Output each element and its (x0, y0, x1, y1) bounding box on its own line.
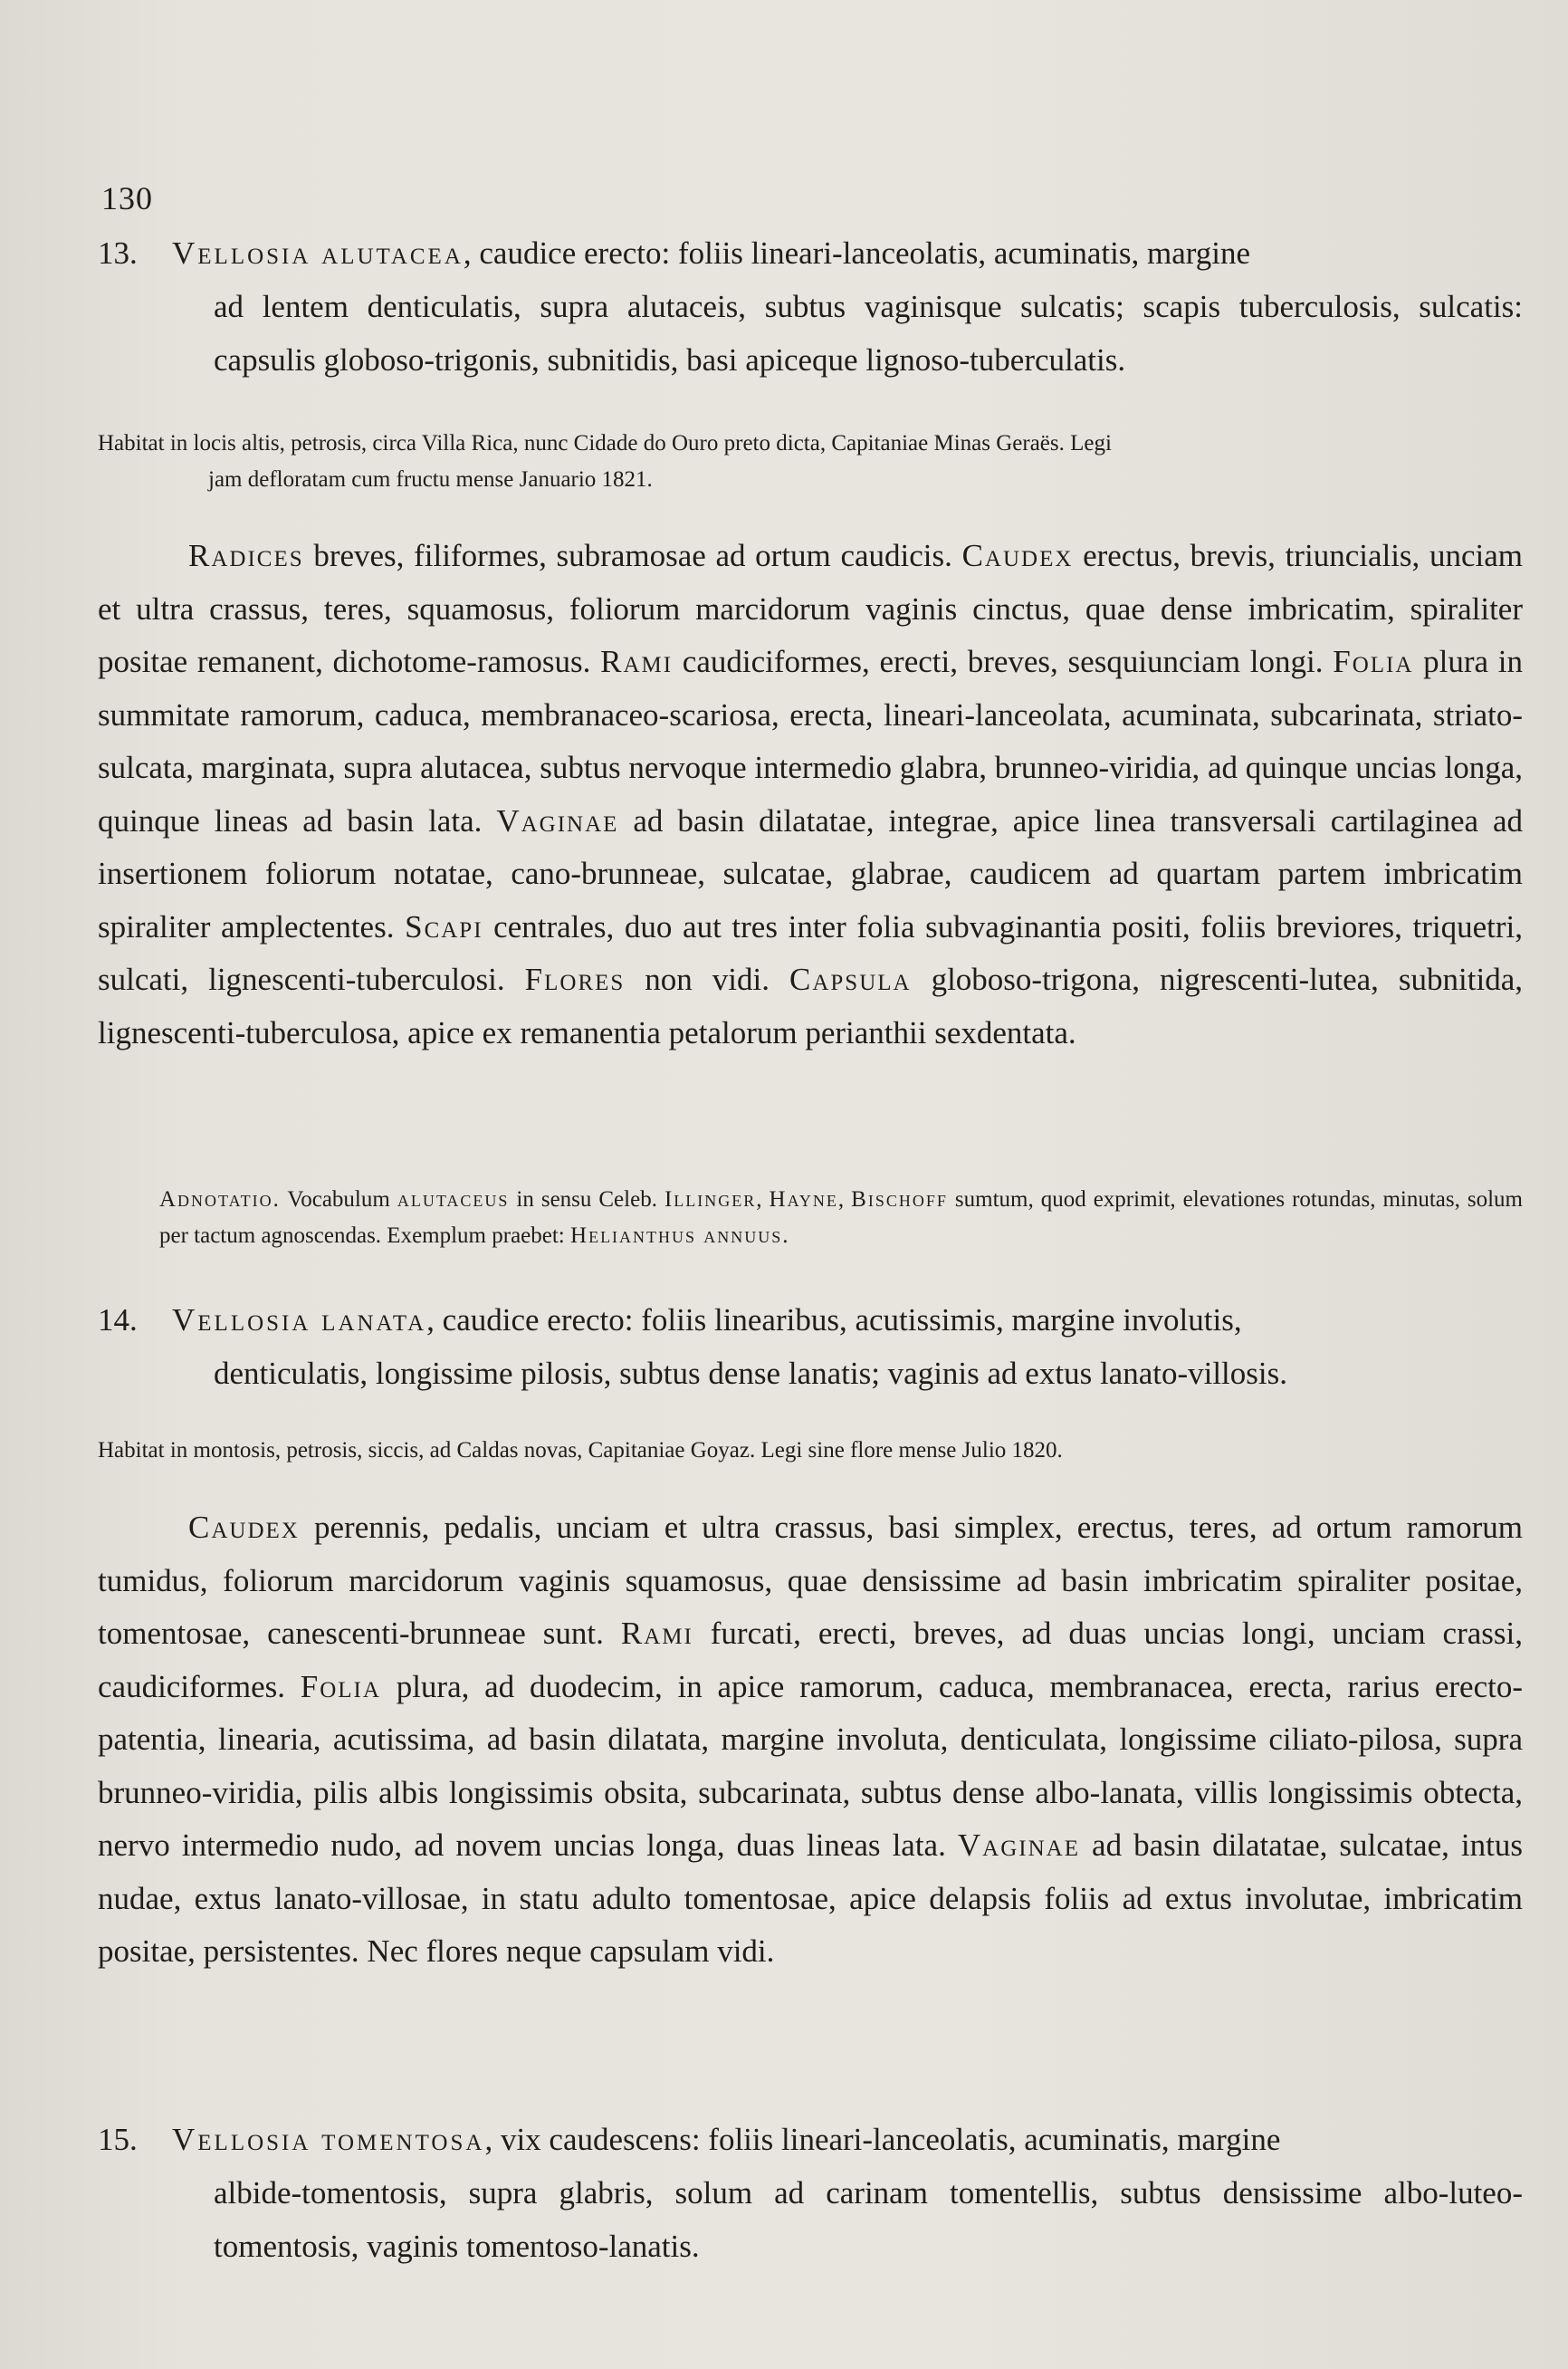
label-radices: Radices (188, 538, 304, 573)
habitat-13-line2: jam defloratam cum fructu mense Januario 1821. (208, 467, 653, 492)
species-14-number: 14. (98, 1302, 138, 1338)
label-rami: Rami (600, 644, 674, 679)
label-caudex: Caudex (961, 538, 1074, 573)
species-15-number: 15. (98, 2122, 138, 2157)
text-flores: non vidi. (625, 962, 789, 997)
label-folia-14: Folia (300, 1668, 381, 1704)
habitat-13-line1: Habitat in locis altis, petrosis, circa Villa Rica, nunc Cidade do Ouro preto dicta, Capitaniae Minas Geraës. Legi (98, 431, 1112, 456)
habitat-13 (98, 426, 1523, 498)
species-14-line1: , caudice erecto: foliis linearibus, acutissimis, margine involutis, (426, 1302, 1242, 1338)
description-13 (98, 530, 1523, 1060)
label-flores: Flores (524, 962, 626, 997)
text-vaginae: ad basin dilatatae, integrae, apice linea transversali cartilaginea ad insertionem foliorum notatae, cano-brunneae, sulcatae, glabrae, caudicem ad quartam partem imbricatim spiraliter amplectentes. (98, 802, 1523, 945)
adnotatio-helianthus: Helianthus annuus. (570, 1223, 790, 1248)
adnotatio (159, 1182, 1523, 1254)
adnotatio-bischoff: Bischoff (851, 1187, 948, 1212)
adnotatio-text1: Vocabulum (280, 1187, 397, 1212)
label-capsula: Capsula (789, 962, 912, 997)
adnotatio-label: Adnotatio. (159, 1187, 281, 1212)
species-15-name: Vellosia tomentosa (172, 2122, 485, 2157)
species-13-number: 13. (98, 235, 138, 271)
text-rami-14: furcati, erecti, breves, ad duas uncias longi, unciam crassi, caudiciformes. (98, 1616, 1523, 1704)
species-15-diagnosis (98, 2113, 1523, 2273)
label-caudex-14: Caudex (188, 1510, 300, 1545)
habitat-14 (98, 1433, 1523, 1469)
species-13-name: Vellosia alutacea (172, 235, 464, 271)
species-13-line1: , caudice erecto: foliis lineari-lanceolatis, acuminatis, margine (463, 235, 1251, 271)
adnotatio-hayne: Hayne (769, 1187, 838, 1212)
text-scapi: centrales, duo aut tres inter folia subvaginantia positi, foliis breviores, triquetri, sulcati, lignescenti-tuberculosi. (98, 908, 1523, 997)
adnotatio-alutaceus: alutaceus (397, 1187, 510, 1212)
text-folia: plura in summitate ramorum, caduca, membranaceo-scariosa, erecta, lineari-lanceolata, acuminata, subcarinata, striato-sulcata, marginata, supra alutacea, subtus nervoque intermedio glabra, brunneo-viridia, ad quinque uncias longa, quinque lineas ad basin lata. (98, 644, 1524, 839)
text-caudex-14: perennis, pedalis, unciam et ultra crassus, basi simplex, erectus, teres, ad ortum ramorum tumidus, foliorum marcidorum vaginis squamosus, quae densissime ad basin imbricatim spiraliter positae, tomentosae, canescenti-brunneae sunt. (98, 1510, 1523, 1651)
label-rami-14: Rami (620, 1616, 693, 1651)
species-15-line1: , vix caudescens: foliis lineari-lanceolatis, acuminatis, margine (484, 2122, 1281, 2157)
page-number: 130 (101, 180, 153, 216)
habitat-14-line1: Habitat in montosis, petrosis, siccis, ad Caldas novas, Capitaniae Goyaz. Legi sine flore mense Julio 1820. (98, 1438, 1063, 1463)
species-14-rest: denticulatis, longissime pilosis, subtus dense lanatis; vaginis ad extus lanato-villosis. (214, 1356, 1288, 1391)
adnotatio-illinger: Illinger (664, 1187, 757, 1212)
text-vaginae-14: ad basin dilatatae, sulcatae, intus nudae, extus lanato-villosae, in statu adulto tomentosae, apice delapsis foliis ad extus involutae, imbricatim positae, persistentes. Nec flores neque capsulam vidi. (98, 1827, 1523, 1969)
adnotatio-comma1: , (756, 1187, 770, 1212)
species-13-rest: ad lentem denticulatis, supra alutaceis, subtus vaginisque sulcatis; scapis tuberculosis, sulcatis: capsulis globoso-trigonis, subnitidis, basi apiceque lignoso-tuberculatis. (214, 289, 1523, 378)
text-rami: caudiciformes, erecti, breves, sesquiunciam longi. (673, 644, 1334, 679)
adnotatio-comma2: , (837, 1187, 852, 1212)
label-vaginae: Vaginae (496, 802, 619, 839)
species-14-name: Vellosia lanata (172, 1302, 427, 1338)
text-caudex: erectus, brevis, triuncialis, unciam et ultra crassus, teres, squamosus, foliorum marcidorum vaginis cinctus, quae dense imbricatim, spiraliter positae remanent, dichotome-ramosus. (98, 538, 1523, 679)
species-15-rest: albide-tomentosis, supra glabris, solum ad carinam tomentellis, subtus densissime albo-luteo-tomentosis, vaginis tomentoso-lanatis. (214, 2175, 1523, 2264)
description-14 (98, 1501, 1523, 1979)
species-14-diagnosis (98, 1293, 1523, 1400)
label-scapi: Scapi (405, 908, 483, 945)
species-13-diagnosis (98, 226, 1523, 387)
text-capsula: globoso-trigona, nigrescenti-lutea, subnitida, lignescenti-tuberculosa, apice ex remanentia petalorum perianthii sexdentata. (98, 962, 1524, 1050)
label-folia: Folia (1333, 644, 1414, 679)
text-folia-14: plura, ad duodecim, in apice ramorum, caduca, membranacea, erecta, rarius erecto-patentia, linearia, acutissima, ad basin dilatata, margine involuta, denticulata, longissime ciliato-pilosa, supra brunneo-viridia, pilis albis longissimis obsita, subcarinata, subtus dense albo-lanata, villis longissimis obtecta, nervo intermedio nudo, ad novem uncias longa, duas lineas lata. (98, 1668, 1523, 1863)
adnotatio-text3: sumtum, quod exprimit, elevationes rotundas, minutas, solum per tactum agnoscendas. Exemplum praebet: (159, 1187, 1523, 1248)
label-vaginae-14: Vaginae (957, 1827, 1080, 1863)
adnotatio-text2: in sensu Celeb. (509, 1187, 664, 1212)
text-radices: breves, filiformes, subramosae ad ortum caudicis. (303, 538, 962, 573)
